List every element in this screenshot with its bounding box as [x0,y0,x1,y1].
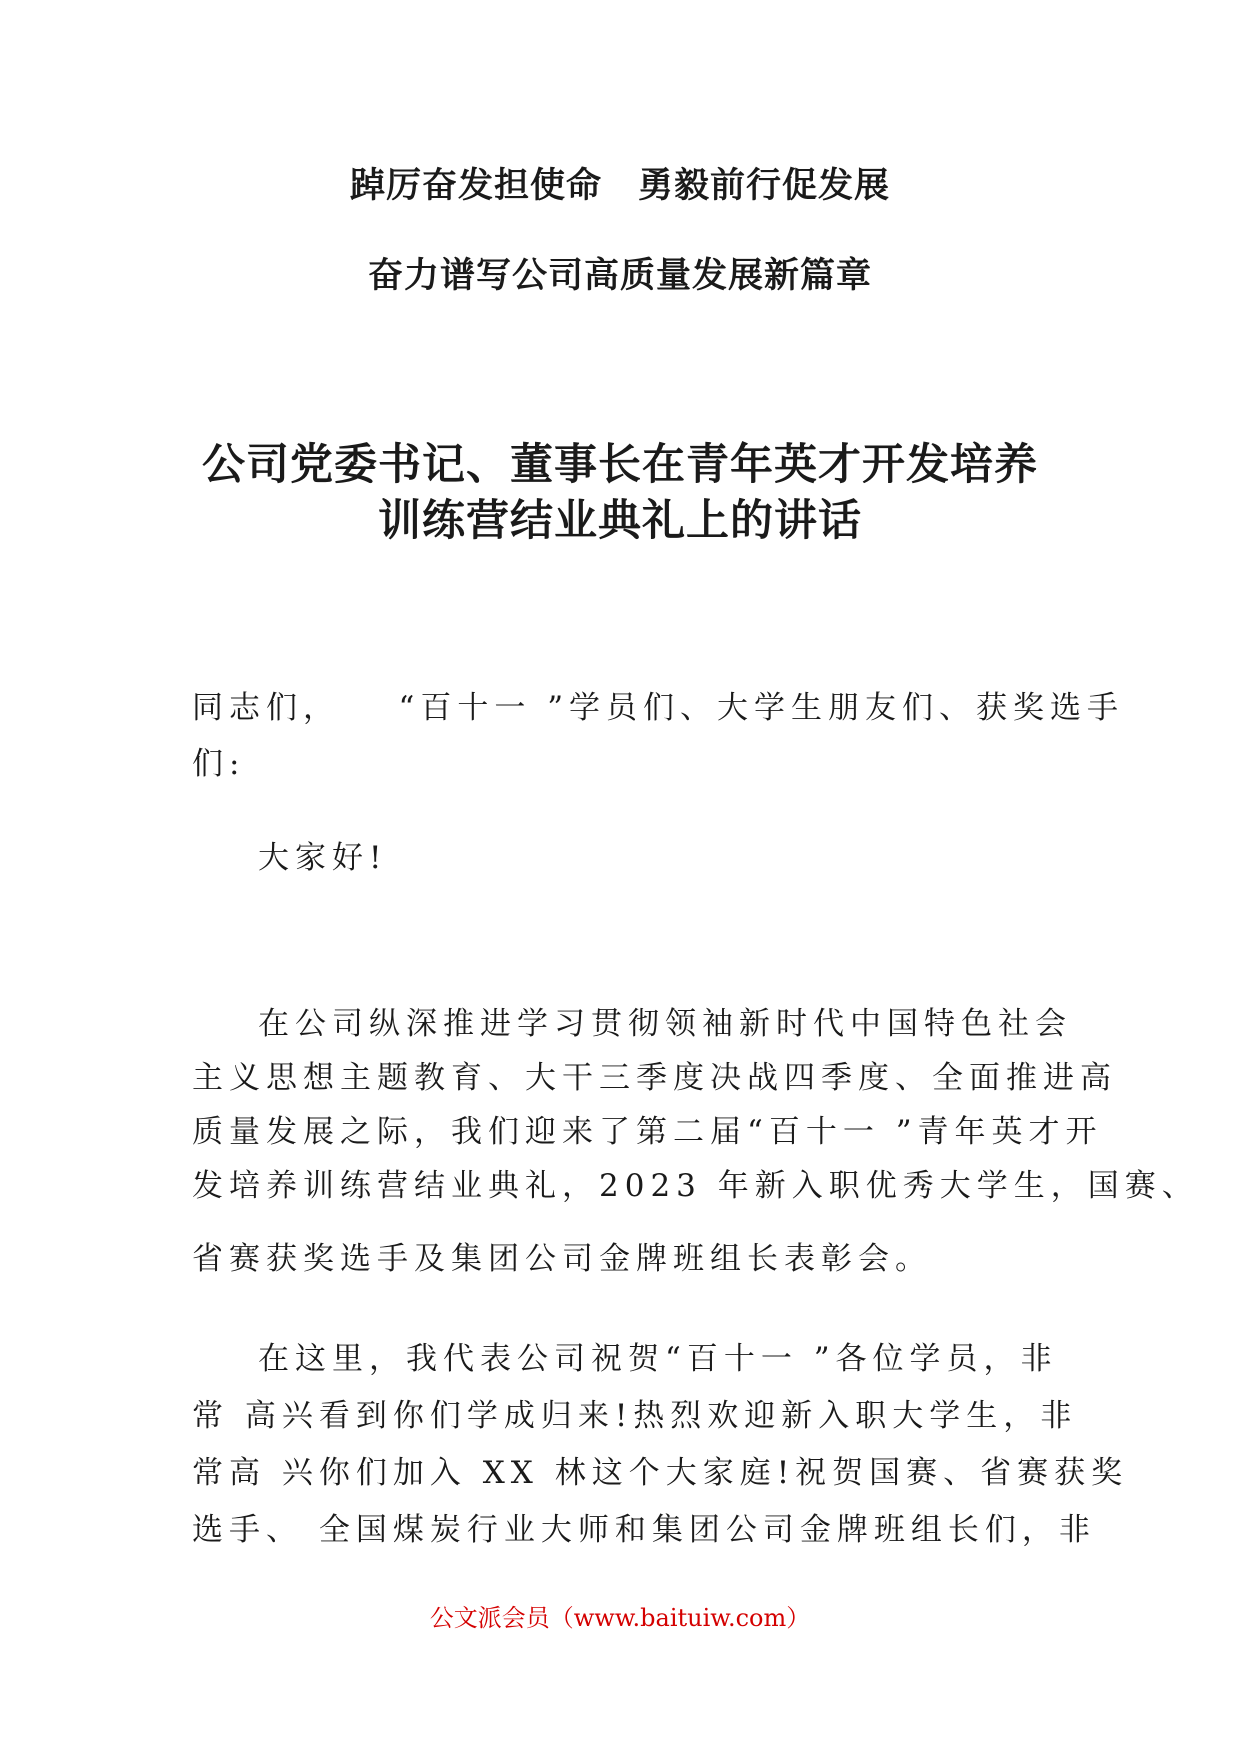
header-line-1: 踔厉奋发担使命 勇毅前行促发展 [349,166,890,206]
paragraph-1-line-3: 质量发展之际，我们迎来了第二届“百十一 ”青年英才开 [192,1114,1103,1150]
header-line-2: 奋力谱写公司高质量发展新篇章 [367,256,872,296]
title-line-1: 公司党委书记、董事长在青年英才开发培养 [202,440,1038,490]
footer-watermark: 公文派会员（www.baituiw.com） [429,1604,811,1632]
paragraph-1-line-5: 省赛获奖选手及集团公司金牌班组长表彰会。 [192,1241,932,1277]
greeting: 大家好! [258,840,388,876]
salutation-line-1: 同志们， “百十一 ”学员们、大学生朋友们、获奖选手 [192,690,1125,726]
paragraph-1-line-1: 在公司纵深推进学习贯彻领袖新时代中国特色社会 [258,1006,1072,1042]
paragraph-1-line-4: 发培养训练营结业典礼，2023 年新入职优秀大学生，国赛、 [192,1168,1199,1204]
paragraph-2-line-2: 常 高兴看到你们学成归来!热烈欢迎新入职大学生，非 [192,1398,1078,1434]
paragraph-2-line-4: 选手、 全国煤炭行业大师和集团公司金牌班组长们，非 [192,1512,1096,1548]
paragraph-2-line-1: 在这里，我代表公司祝贺“百十一 ”各位学员，非 [258,1341,1058,1377]
paragraph-1-line-2: 主义思想主题教育、大干三季度决战四季度、全面推进高 [192,1060,1117,1096]
paragraph-2-line-3: 常高 兴你们加入 XX 林这个大家庭!祝贺国赛、省赛获奖 [192,1455,1129,1491]
salutation-line-2: 们: [192,746,246,782]
title-line-2: 训练营结业典礼上的讲话 [378,496,862,546]
